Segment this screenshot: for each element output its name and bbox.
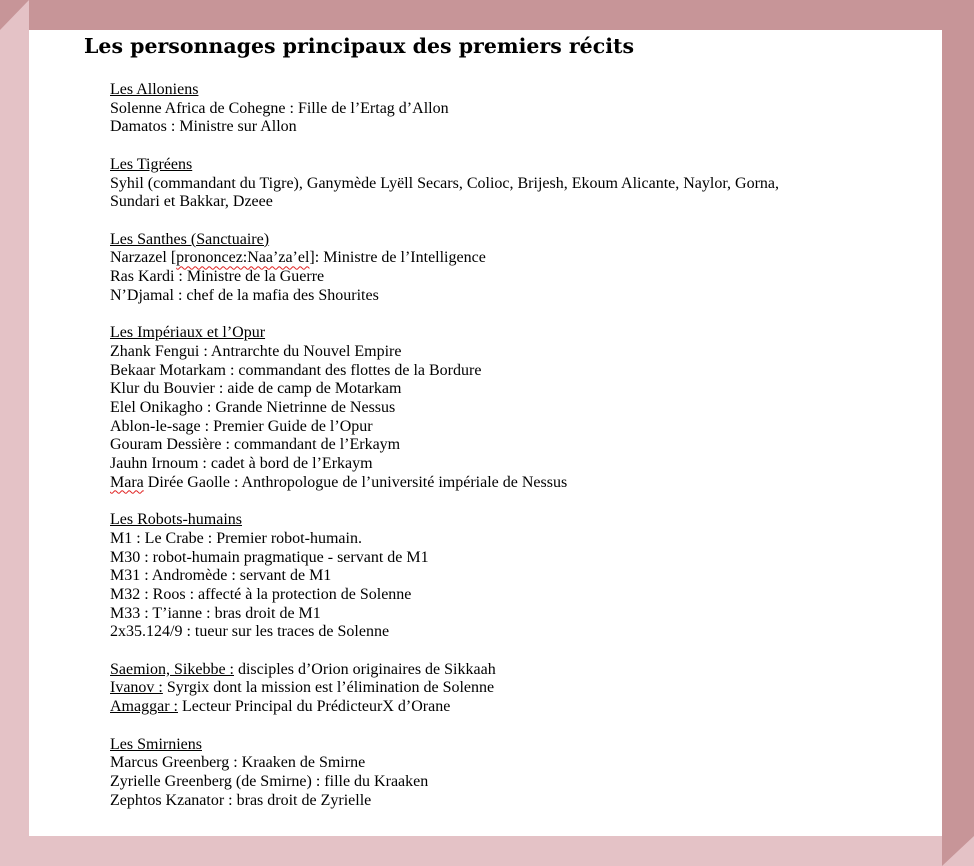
character-line: Marcus Greenberg : Kraaken de Smirne xyxy=(110,754,366,772)
character-line: Gouram Dessière : commandant de l’Erkaym xyxy=(110,436,401,454)
entry-label: Saemion, Sikebbe : xyxy=(110,660,234,678)
section-alloniens xyxy=(110,81,930,137)
character-line: Elel Onikagho : Grande Nietrinne de Nessus xyxy=(110,398,396,416)
document-page xyxy=(29,30,942,836)
character-line xyxy=(110,679,930,698)
character-line: Jauhn Irnoum : cadet à bord de l’Erkaym xyxy=(110,455,373,473)
text-fragment: Narzazel [ xyxy=(110,249,177,267)
section-orion xyxy=(110,661,930,717)
frame-right xyxy=(942,0,974,866)
entry-label: Amaggar : xyxy=(110,698,178,716)
character-line: Zyrielle Greenberg (de Smirne) : fille du Kraaken xyxy=(110,772,429,790)
section-heading: Les Alloniens xyxy=(110,81,199,98)
text-fragment: Dirée Gaolle : Anthropologue de l’université impériale de Nessus xyxy=(143,473,568,491)
frame-top xyxy=(0,0,974,30)
character-line: N’Djamal : chef de la mafia des Shourites xyxy=(110,286,379,304)
character-line: Zephtos Kzanator : bras droit de Zyrielle xyxy=(110,791,372,809)
section-santhes xyxy=(110,231,930,306)
entry-label: Ivanov : xyxy=(110,679,163,697)
spellcheck-flagged-text[interactable]: prononcez:Naa’za’el xyxy=(176,249,310,267)
frame-corner-bottom-right xyxy=(942,836,974,866)
character-line: Bekaar Motarkam : commandant des flottes de la Bordure xyxy=(110,361,482,379)
character-line: Ras Kardi : Ministre de la Guerre xyxy=(110,268,325,285)
frame-bottom xyxy=(0,836,974,866)
character-line: M30 : robot-humain pragmatique - servant de M1 xyxy=(110,548,429,566)
section-robots-humains xyxy=(110,511,930,642)
document-body xyxy=(110,81,930,829)
character-line xyxy=(110,474,930,493)
section-smirniens xyxy=(110,736,930,811)
character-line xyxy=(110,661,930,680)
character-line: M32 : Roos : affecté à la protection de Solenne xyxy=(110,585,412,603)
text-fragment: Lecteur Principal du PrédicteurX d’Orane xyxy=(177,698,451,716)
text-fragment: Syrgix dont la mission est l’élimination de Solenne xyxy=(162,679,495,697)
character-line: Klur du Bouvier : aide de camp de Motarkam xyxy=(110,380,402,398)
frame-left xyxy=(0,0,29,866)
character-line: Zhank Fengui : Antrarchte du Nouvel Empire xyxy=(110,342,402,360)
text-fragment: disciples d’Orion originaires de Sikkaah xyxy=(233,660,496,678)
section-heading: Les Smirniens xyxy=(110,735,202,753)
section-tigreens xyxy=(110,156,930,212)
character-line: Sundari et Bakkar, Dzeee xyxy=(110,193,273,211)
character-line: Damatos : Ministre sur Allon xyxy=(110,118,297,136)
page-title: Les personnages principaux des premiers récits xyxy=(84,34,635,58)
character-line: Solenne Africa de Cohegne : Fille de l’Ertag d’Allon xyxy=(110,99,449,117)
character-line: M31 : Andromède : servant de M1 xyxy=(110,567,332,585)
character-line: Ablon-le-sage : Premier Guide de l’Opur xyxy=(110,417,373,435)
character-line: M1 : Le Crabe : Premier robot-humain. xyxy=(110,529,362,547)
section-heading: Les Tigréens xyxy=(110,155,193,173)
character-line: Syhil (commandant du Tigre), Ganymède Lyëll Secars, Colioc, Brijesh, Ekoum Alicante, Naylor, Gorna, xyxy=(110,174,780,192)
character-line: M33 : T’ianne : bras droit de M1 xyxy=(110,604,321,622)
spellcheck-flagged-text[interactable]: Mara xyxy=(110,473,144,491)
section-heading: Les Impériaux et l’Opur xyxy=(110,324,266,342)
text-fragment: ]: Ministre de l’Intelligence xyxy=(309,249,486,267)
frame-corner-top-left xyxy=(0,0,29,30)
character-line xyxy=(110,698,930,717)
character-line xyxy=(110,249,930,268)
section-heading: Les Robots-humains xyxy=(110,511,242,529)
character-line: 2x35.124/9 : tueur sur les traces de Solenne xyxy=(110,623,390,641)
section-imperiaux xyxy=(110,324,930,492)
section-heading: Les Santhes (Sanctuaire) xyxy=(110,230,270,248)
